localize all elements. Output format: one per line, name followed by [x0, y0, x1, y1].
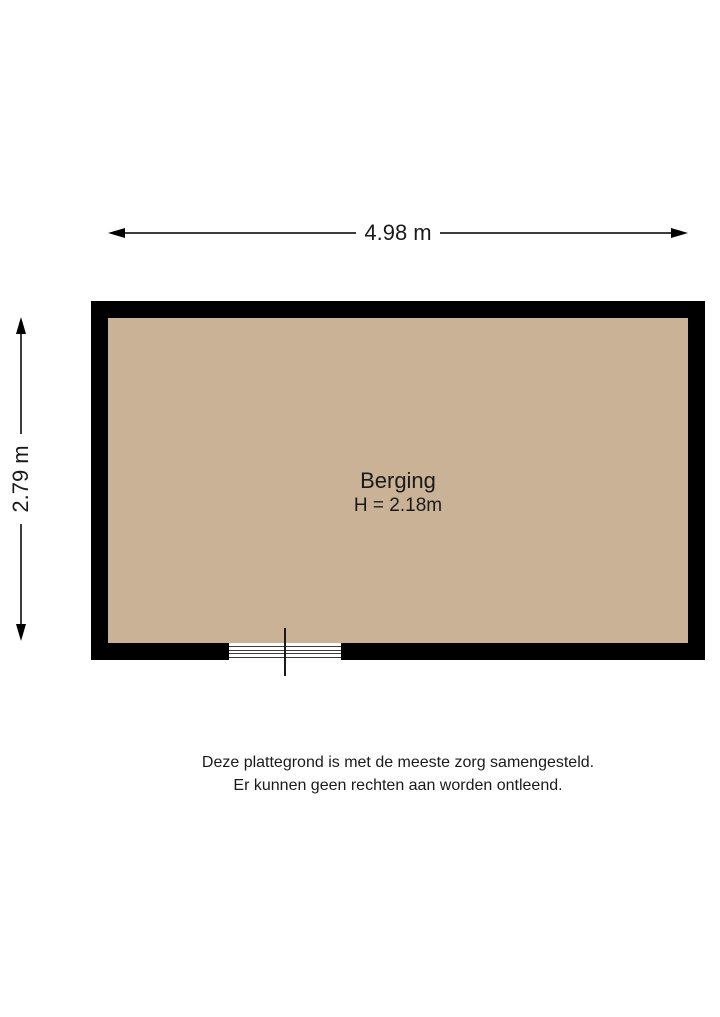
- room-ceiling-height-label: H = 2.18m: [353, 495, 443, 516]
- dimension-height-label: 2.79 m: [8, 445, 33, 513]
- disclaimer: [91, 751, 705, 797]
- arrowhead-left-icon: [108, 228, 125, 238]
- dimension-line: [440, 232, 671, 234]
- dimension-height-label-wrap: [8, 434, 33, 524]
- dimension-width-label: 4.98 m: [364, 220, 432, 245]
- disclaimer-line-1: Deze plattegrond is met de meeste zorg samengesteld.: [201, 754, 595, 771]
- arrowhead-down-icon: [16, 624, 26, 641]
- dimension-line: [125, 232, 356, 234]
- window-divider-line: [284, 628, 286, 676]
- arrowhead-right-icon: [671, 228, 688, 238]
- dimension-line: [20, 524, 22, 624]
- disclaimer-line-2: Er kunnen geen rechten aan worden ontleend.: [233, 777, 563, 794]
- dimension-height: [8, 317, 33, 641]
- dimension-line: [20, 334, 22, 434]
- room-name-label: Berging: [360, 468, 436, 493]
- arrowhead-up-icon: [16, 317, 26, 334]
- dimension-width: [108, 220, 688, 246]
